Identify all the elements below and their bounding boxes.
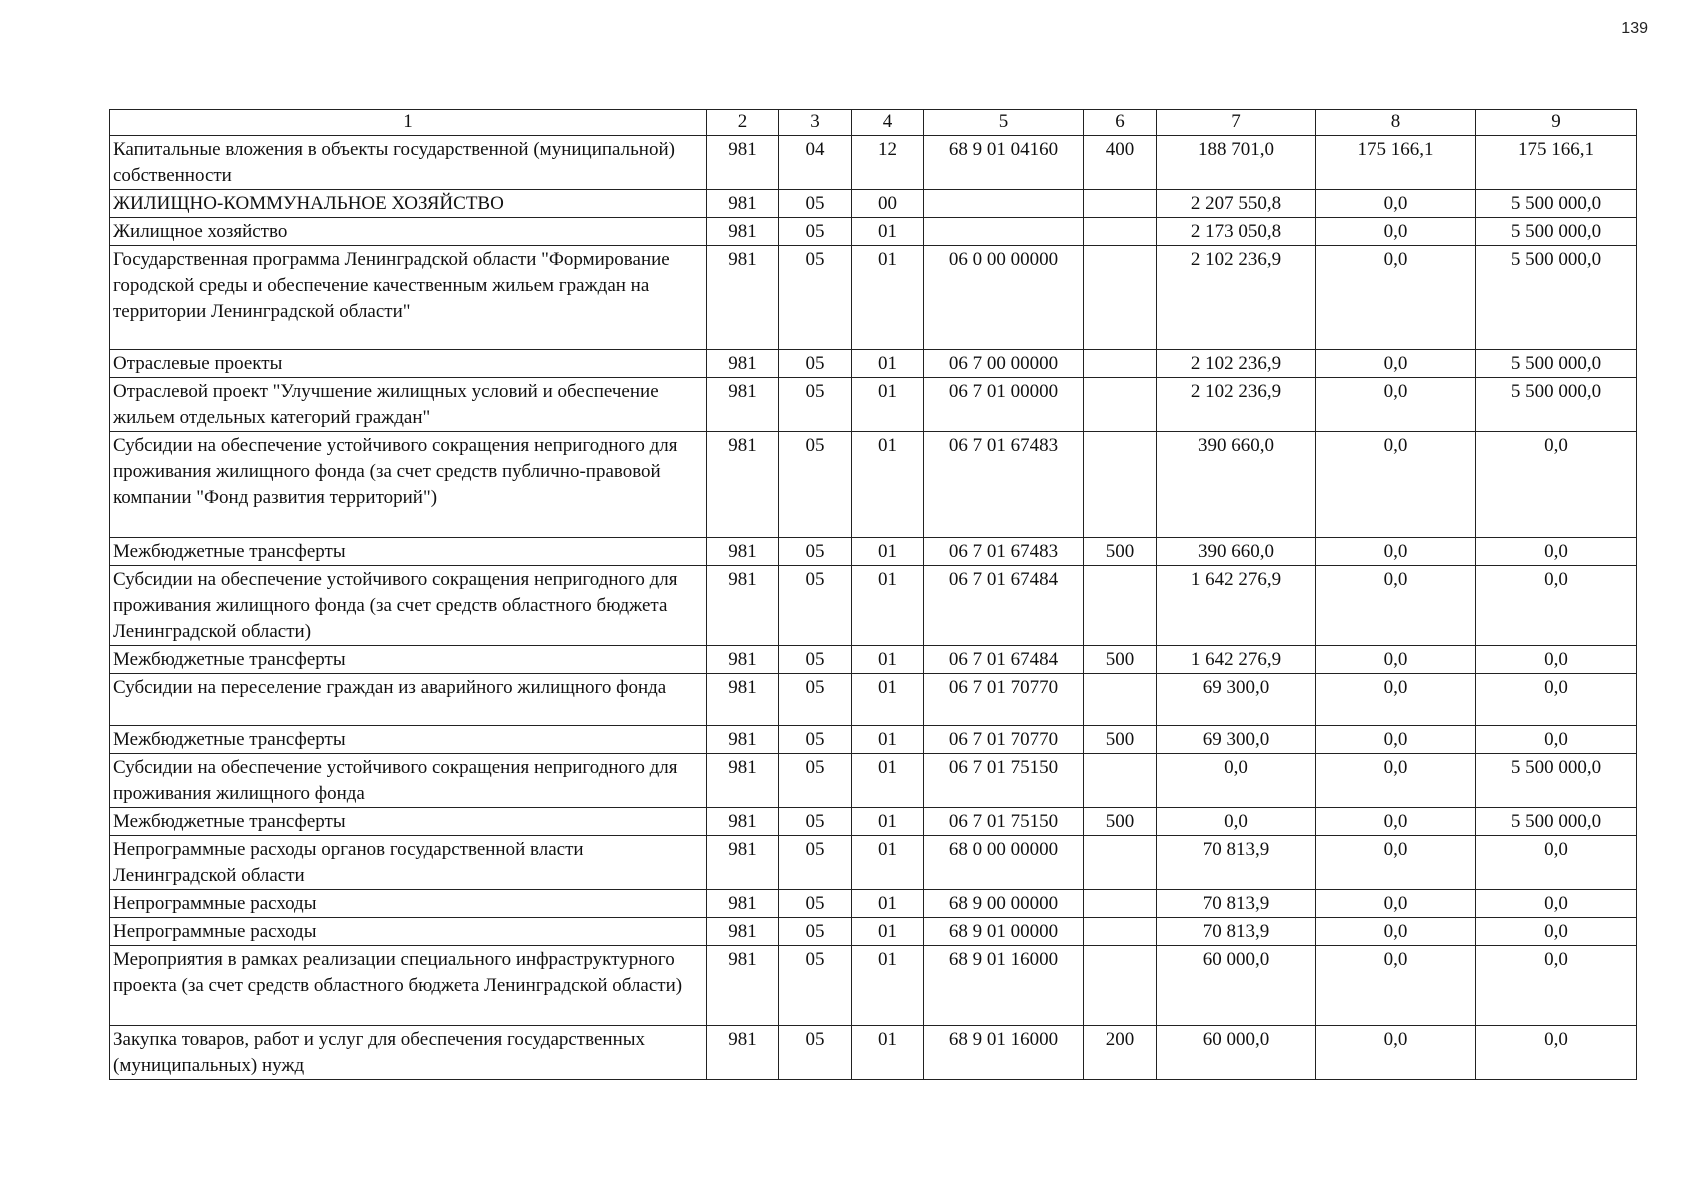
column-header-8: 8 — [1316, 110, 1476, 136]
cell-c8: 0,0 — [1316, 378, 1476, 432]
cell-c3: 05 — [779, 246, 852, 350]
cell-c9: 175 166,1 — [1476, 136, 1637, 190]
cell-c4: 00 — [852, 190, 924, 218]
budget-table — [109, 109, 1637, 1080]
cell-c8: 0,0 — [1316, 674, 1476, 726]
row-name: Отраслевые проекты — [110, 350, 707, 378]
cell-c7: 70 813,9 — [1157, 918, 1316, 946]
table-row — [110, 378, 1637, 432]
cell-c5: 06 7 01 67483 — [924, 432, 1084, 538]
table-row — [110, 918, 1637, 946]
cell-c8: 0,0 — [1316, 946, 1476, 1026]
cell-c2: 981 — [707, 890, 779, 918]
cell-c4: 01 — [852, 566, 924, 646]
cell-c8: 0,0 — [1316, 808, 1476, 836]
table-row — [110, 1026, 1637, 1080]
cell-c6 — [1084, 190, 1157, 218]
cell-c7: 2 102 236,9 — [1157, 350, 1316, 378]
cell-c8: 0,0 — [1316, 566, 1476, 646]
cell-c6 — [1084, 432, 1157, 538]
row-name: Закупка товаров, работ и услуг для обеспечения государственных (муниципальных) нужд — [110, 1026, 707, 1080]
column-header-6: 6 — [1084, 110, 1157, 136]
column-header-3: 3 — [779, 110, 852, 136]
cell-c3: 05 — [779, 566, 852, 646]
cell-c2: 981 — [707, 538, 779, 566]
table-row — [110, 754, 1637, 808]
table-row — [110, 538, 1637, 566]
cell-c2: 981 — [707, 378, 779, 432]
cell-c5: 68 9 01 04160 — [924, 136, 1084, 190]
cell-c7: 69 300,0 — [1157, 674, 1316, 726]
cell-c7: 188 701,0 — [1157, 136, 1316, 190]
row-name: Капитальные вложения в объекты государственной (муниципальной) собственности — [110, 136, 707, 190]
table-row — [110, 218, 1637, 246]
table-row — [110, 566, 1637, 646]
cell-c6: 200 — [1084, 1026, 1157, 1080]
cell-c2: 981 — [707, 566, 779, 646]
cell-c2: 981 — [707, 646, 779, 674]
cell-c2: 981 — [707, 136, 779, 190]
row-name: Субсидии на переселение граждан из аварийного жилищного фонда — [110, 674, 707, 726]
table-row — [110, 432, 1637, 538]
row-name: Субсидии на обеспечение устойчивого сокращения непригодного для проживания жилищного фонда (за счет средств публично-правовой компании "Фонд развития территорий") — [110, 432, 707, 538]
cell-c8: 0,0 — [1316, 1026, 1476, 1080]
cell-c9: 0,0 — [1476, 646, 1637, 674]
page-number: 139 — [1621, 20, 1648, 37]
cell-c2: 981 — [707, 726, 779, 754]
cell-c5 — [924, 190, 1084, 218]
cell-c2: 981 — [707, 432, 779, 538]
cell-c4: 01 — [852, 378, 924, 432]
row-name: Межбюджетные трансферты — [110, 808, 707, 836]
cell-c2: 981 — [707, 1026, 779, 1080]
cell-c4: 01 — [852, 674, 924, 726]
cell-c4: 01 — [852, 432, 924, 538]
table-row — [110, 674, 1637, 726]
table-row — [110, 808, 1637, 836]
cell-c2: 981 — [707, 808, 779, 836]
cell-c8: 0,0 — [1316, 890, 1476, 918]
cell-c5: 68 9 01 00000 — [924, 918, 1084, 946]
cell-c4: 01 — [852, 754, 924, 808]
cell-c7: 69 300,0 — [1157, 726, 1316, 754]
cell-c7: 390 660,0 — [1157, 538, 1316, 566]
cell-c2: 981 — [707, 836, 779, 890]
cell-c5: 06 7 01 75150 — [924, 808, 1084, 836]
cell-c3: 05 — [779, 674, 852, 726]
row-name: Субсидии на обеспечение устойчивого сокращения непригодного для проживания жилищного фонда — [110, 754, 707, 808]
cell-c2: 981 — [707, 218, 779, 246]
cell-c9: 5 500 000,0 — [1476, 754, 1637, 808]
column-header-4: 4 — [852, 110, 924, 136]
row-name: Отраслевой проект "Улучшение жилищных условий и обеспечение жильем отдельных категорий граждан" — [110, 378, 707, 432]
cell-c4: 01 — [852, 350, 924, 378]
column-header-2: 2 — [707, 110, 779, 136]
table-row — [110, 190, 1637, 218]
cell-c7: 1 642 276,9 — [1157, 646, 1316, 674]
column-header-9: 9 — [1476, 110, 1637, 136]
cell-c4: 01 — [852, 918, 924, 946]
cell-c7: 2 173 050,8 — [1157, 218, 1316, 246]
cell-c8: 0,0 — [1316, 218, 1476, 246]
cell-c6 — [1084, 836, 1157, 890]
cell-c9: 0,0 — [1476, 726, 1637, 754]
cell-c7: 1 642 276,9 — [1157, 566, 1316, 646]
cell-c6 — [1084, 674, 1157, 726]
cell-c3: 04 — [779, 136, 852, 190]
table-row — [110, 646, 1637, 674]
table-row — [110, 726, 1637, 754]
cell-c8: 0,0 — [1316, 726, 1476, 754]
row-name: Государственная программа Ленинградской области "Формирование городской среды и обеспечение качественным жильем граждан на территории Ленинградской области" — [110, 246, 707, 350]
cell-c5: 06 7 00 00000 — [924, 350, 1084, 378]
cell-c6 — [1084, 246, 1157, 350]
row-name: ЖИЛИЩНО-КОММУНАЛЬНОЕ ХОЗЯЙСТВО — [110, 190, 707, 218]
column-header-7: 7 — [1157, 110, 1316, 136]
cell-c2: 981 — [707, 754, 779, 808]
cell-c5: 06 7 01 67484 — [924, 566, 1084, 646]
cell-c5 — [924, 218, 1084, 246]
table-row — [110, 350, 1637, 378]
cell-c3: 05 — [779, 808, 852, 836]
cell-c4: 12 — [852, 136, 924, 190]
cell-c8: 0,0 — [1316, 432, 1476, 538]
cell-c6 — [1084, 378, 1157, 432]
cell-c7: 70 813,9 — [1157, 890, 1316, 918]
row-name: Жилищное хозяйство — [110, 218, 707, 246]
cell-c3: 05 — [779, 836, 852, 890]
column-header-1: 1 — [110, 110, 707, 136]
cell-c8: 0,0 — [1316, 836, 1476, 890]
cell-c3: 05 — [779, 218, 852, 246]
row-name: Межбюджетные трансферты — [110, 726, 707, 754]
cell-c9: 0,0 — [1476, 538, 1637, 566]
header-row — [110, 110, 1637, 136]
cell-c3: 05 — [779, 754, 852, 808]
cell-c8: 0,0 — [1316, 246, 1476, 350]
cell-c3: 05 — [779, 432, 852, 538]
cell-c5: 68 9 01 16000 — [924, 946, 1084, 1026]
cell-c9: 0,0 — [1476, 566, 1637, 646]
table-row — [110, 890, 1637, 918]
table-row — [110, 136, 1637, 190]
cell-c4: 01 — [852, 218, 924, 246]
cell-c7: 70 813,9 — [1157, 836, 1316, 890]
table-header — [110, 110, 1637, 136]
cell-c3: 05 — [779, 1026, 852, 1080]
cell-c5: 68 0 00 00000 — [924, 836, 1084, 890]
cell-c3: 05 — [779, 646, 852, 674]
cell-c2: 981 — [707, 350, 779, 378]
cell-c7: 2 102 236,9 — [1157, 246, 1316, 350]
row-name: Субсидии на обеспечение устойчивого сокращения непригодного для проживания жилищного фонда (за счет средств областного бюджета Ленинградской области) — [110, 566, 707, 646]
cell-c5: 68 9 00 00000 — [924, 890, 1084, 918]
cell-c8: 0,0 — [1316, 754, 1476, 808]
cell-c3: 05 — [779, 918, 852, 946]
cell-c6 — [1084, 350, 1157, 378]
cell-c6 — [1084, 566, 1157, 646]
cell-c9: 0,0 — [1476, 674, 1637, 726]
column-header-5: 5 — [924, 110, 1084, 136]
cell-c4: 01 — [852, 726, 924, 754]
cell-c9: 0,0 — [1476, 890, 1637, 918]
cell-c6 — [1084, 218, 1157, 246]
cell-c2: 981 — [707, 246, 779, 350]
cell-c2: 981 — [707, 190, 779, 218]
cell-c4: 01 — [852, 808, 924, 836]
cell-c4: 01 — [852, 946, 924, 1026]
cell-c2: 981 — [707, 674, 779, 726]
cell-c8: 0,0 — [1316, 538, 1476, 566]
cell-c6: 500 — [1084, 538, 1157, 566]
row-name: Непрограммные расходы органов государственной власти Ленинградской области — [110, 836, 707, 890]
cell-c9: 0,0 — [1476, 836, 1637, 890]
cell-c5: 68 9 01 16000 — [924, 1026, 1084, 1080]
cell-c6: 500 — [1084, 646, 1157, 674]
cell-c7: 2 102 236,9 — [1157, 378, 1316, 432]
cell-c7: 60 000,0 — [1157, 946, 1316, 1026]
cell-c9: 5 500 000,0 — [1476, 246, 1637, 350]
cell-c5: 06 7 01 67483 — [924, 538, 1084, 566]
cell-c4: 01 — [852, 246, 924, 350]
row-name: Непрограммные расходы — [110, 918, 707, 946]
table-body — [110, 136, 1637, 1080]
cell-c4: 01 — [852, 836, 924, 890]
cell-c2: 981 — [707, 918, 779, 946]
table-row — [110, 946, 1637, 1026]
cell-c6 — [1084, 946, 1157, 1026]
cell-c9: 5 500 000,0 — [1476, 218, 1637, 246]
cell-c5: 06 7 01 67484 — [924, 646, 1084, 674]
cell-c7: 0,0 — [1157, 808, 1316, 836]
cell-c3: 05 — [779, 726, 852, 754]
cell-c9: 5 500 000,0 — [1476, 190, 1637, 218]
cell-c6 — [1084, 754, 1157, 808]
cell-c5: 06 0 00 00000 — [924, 246, 1084, 350]
cell-c7: 2 207 550,8 — [1157, 190, 1316, 218]
cell-c9: 0,0 — [1476, 918, 1637, 946]
cell-c3: 05 — [779, 538, 852, 566]
cell-c4: 01 — [852, 1026, 924, 1080]
table-row — [110, 836, 1637, 890]
cell-c6: 500 — [1084, 808, 1157, 836]
cell-c5: 06 7 01 75150 — [924, 754, 1084, 808]
cell-c3: 05 — [779, 890, 852, 918]
cell-c5: 06 7 01 70770 — [924, 674, 1084, 726]
cell-c9: 0,0 — [1476, 432, 1637, 538]
cell-c6 — [1084, 918, 1157, 946]
cell-c2: 981 — [707, 946, 779, 1026]
cell-c8: 0,0 — [1316, 190, 1476, 218]
cell-c7: 60 000,0 — [1157, 1026, 1316, 1080]
table-row — [110, 246, 1637, 350]
cell-c9: 5 500 000,0 — [1476, 808, 1637, 836]
row-name: Мероприятия в рамках реализации специального инфраструктурного проекта (за счет средств областного бюджета Ленинградской области) — [110, 946, 707, 1026]
cell-c5: 06 7 01 70770 — [924, 726, 1084, 754]
cell-c4: 01 — [852, 890, 924, 918]
cell-c9: 0,0 — [1476, 946, 1637, 1026]
cell-c9: 5 500 000,0 — [1476, 350, 1637, 378]
cell-c5: 06 7 01 00000 — [924, 378, 1084, 432]
cell-c6: 400 — [1084, 136, 1157, 190]
cell-c8: 0,0 — [1316, 350, 1476, 378]
cell-c3: 05 — [779, 378, 852, 432]
cell-c8: 0,0 — [1316, 918, 1476, 946]
row-name: Межбюджетные трансферты — [110, 646, 707, 674]
cell-c9: 5 500 000,0 — [1476, 378, 1637, 432]
cell-c8: 0,0 — [1316, 646, 1476, 674]
cell-c3: 05 — [779, 946, 852, 1026]
cell-c7: 390 660,0 — [1157, 432, 1316, 538]
cell-c8: 175 166,1 — [1316, 136, 1476, 190]
row-name: Межбюджетные трансферты — [110, 538, 707, 566]
cell-c3: 05 — [779, 350, 852, 378]
cell-c6: 500 — [1084, 726, 1157, 754]
cell-c3: 05 — [779, 190, 852, 218]
cell-c4: 01 — [852, 646, 924, 674]
cell-c4: 01 — [852, 538, 924, 566]
cell-c7: 0,0 — [1157, 754, 1316, 808]
cell-c6 — [1084, 890, 1157, 918]
cell-c9: 0,0 — [1476, 1026, 1637, 1080]
row-name: Непрограммные расходы — [110, 890, 707, 918]
